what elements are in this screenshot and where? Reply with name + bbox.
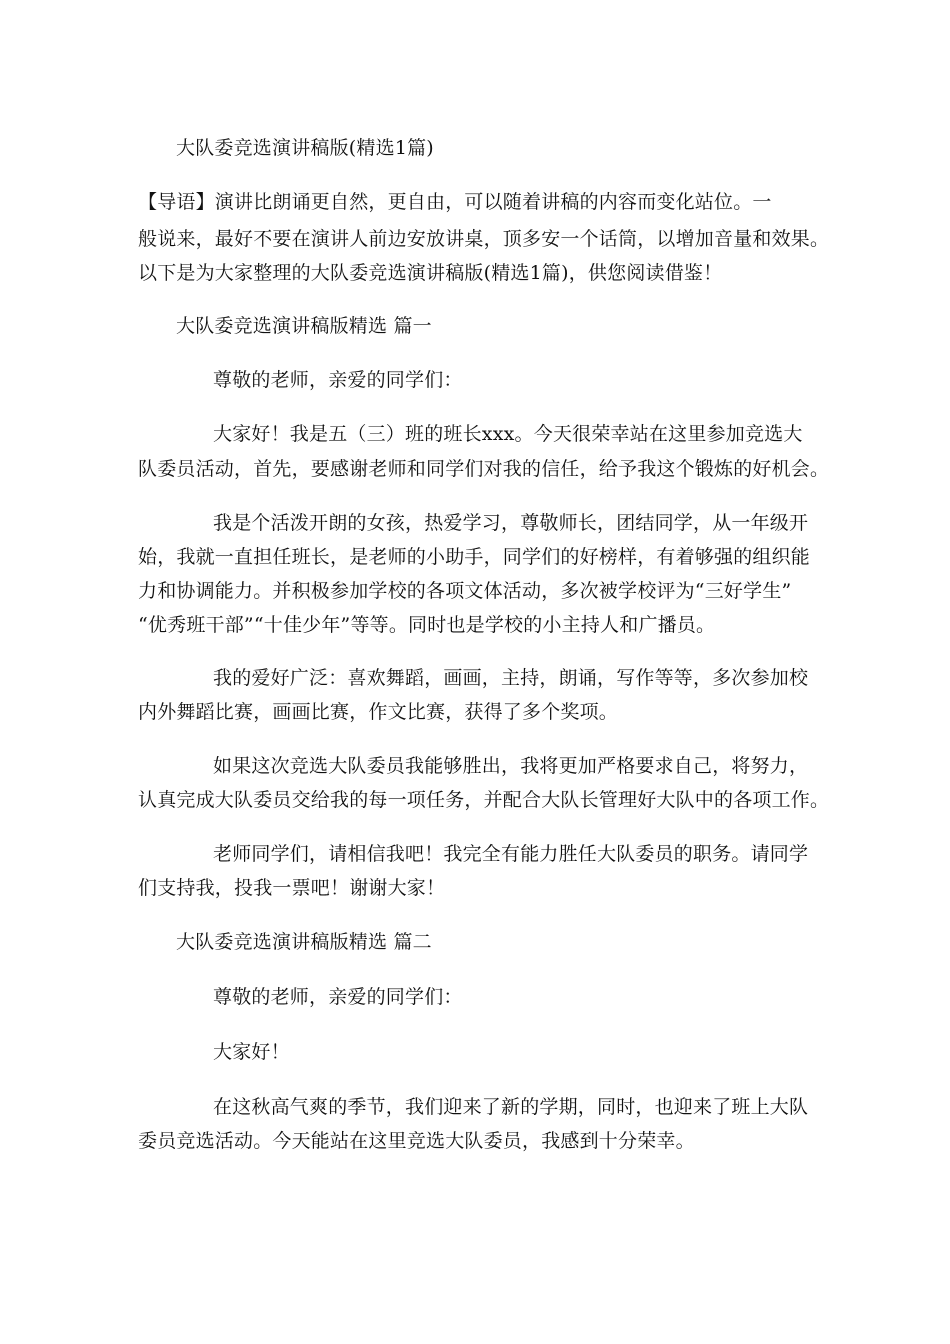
paragraph-line: 我是个活泼开朗的女孩，热爱学习，尊敬师长，团结同学，从一年级开	[213, 512, 809, 534]
intro-line: 般说来，最好不要在演讲人前边安放讲桌，顶多安一个话筒，以增加音量和效果。	[138, 228, 830, 250]
paragraph-line: 队委员活动，首先，要感谢老师和同学们对我的信任，给予我这个锻炼的好机会。	[138, 458, 830, 480]
paragraph-line: 认真完成大队委员交给我的每一项任务，并配合大队长管理好大队中的各项工作。	[138, 789, 830, 811]
paragraph-line: 始，我就一直担任班长，是老师的小助手，同学们的好榜样，有着够强的组织能	[138, 546, 811, 568]
hello-line: 大家好！	[213, 1041, 290, 1063]
greeting: 尊敬的老师，亲爱的同学们：	[213, 986, 463, 1008]
intro-line: 以下是为大家整理的大队委竞选演讲稿版(精选1篇)，供您阅读借鉴！	[138, 262, 723, 284]
paragraph-line: 我的爱好广泛：喜欢舞蹈，画画，主持，朗诵，写作等等，多次参加校	[213, 667, 809, 689]
section-heading-2: 大队委竞选演讲稿版精选 篇二	[176, 931, 432, 953]
document-title: 大队委竞选演讲稿版(精选1篇)	[176, 137, 434, 159]
paragraph-line: 老师同学们，请相信我吧！我完全有能力胜任大队委员的职务。请同学	[213, 843, 809, 865]
paragraph-line: 在这秋高气爽的季节，我们迎来了新的学期，同时，也迎来了班上大队	[213, 1096, 809, 1118]
paragraph-line: 们支持我，投我一票吧！谢谢大家！	[138, 877, 446, 899]
paragraph-line: 如果这次竞选大队委员我能够胜出，我将更加严格要求自己，将努力，	[213, 755, 809, 777]
intro-line: 【导语】演讲比朗诵更自然，更自由，可以随着讲稿的内容而变化站位。一	[138, 191, 772, 213]
paragraph-line: 委员竞选活动。今天能站在这里竞选大队委员，我感到十分荣幸。	[138, 1130, 695, 1152]
paragraph-line: 大家好！我是五（三）班的班长xxx。今天很荣幸站在这里参加竞选大	[213, 423, 803, 445]
paragraph-line: 内外舞蹈比赛，画画比赛，作文比赛，获得了多个奖项。	[138, 701, 619, 723]
paragraph-line: “优秀班干部”“十佳少年”等等。同时也是学校的小主持人和广播员。	[138, 614, 716, 636]
paragraph-line: 力和协调能力。并积极参加学校的各项文体活动，多次被学校评为“三好学生”	[138, 580, 792, 602]
greeting: 尊敬的老师，亲爱的同学们：	[213, 369, 463, 391]
section-heading-1: 大队委竞选演讲稿版精选 篇一	[176, 315, 432, 337]
